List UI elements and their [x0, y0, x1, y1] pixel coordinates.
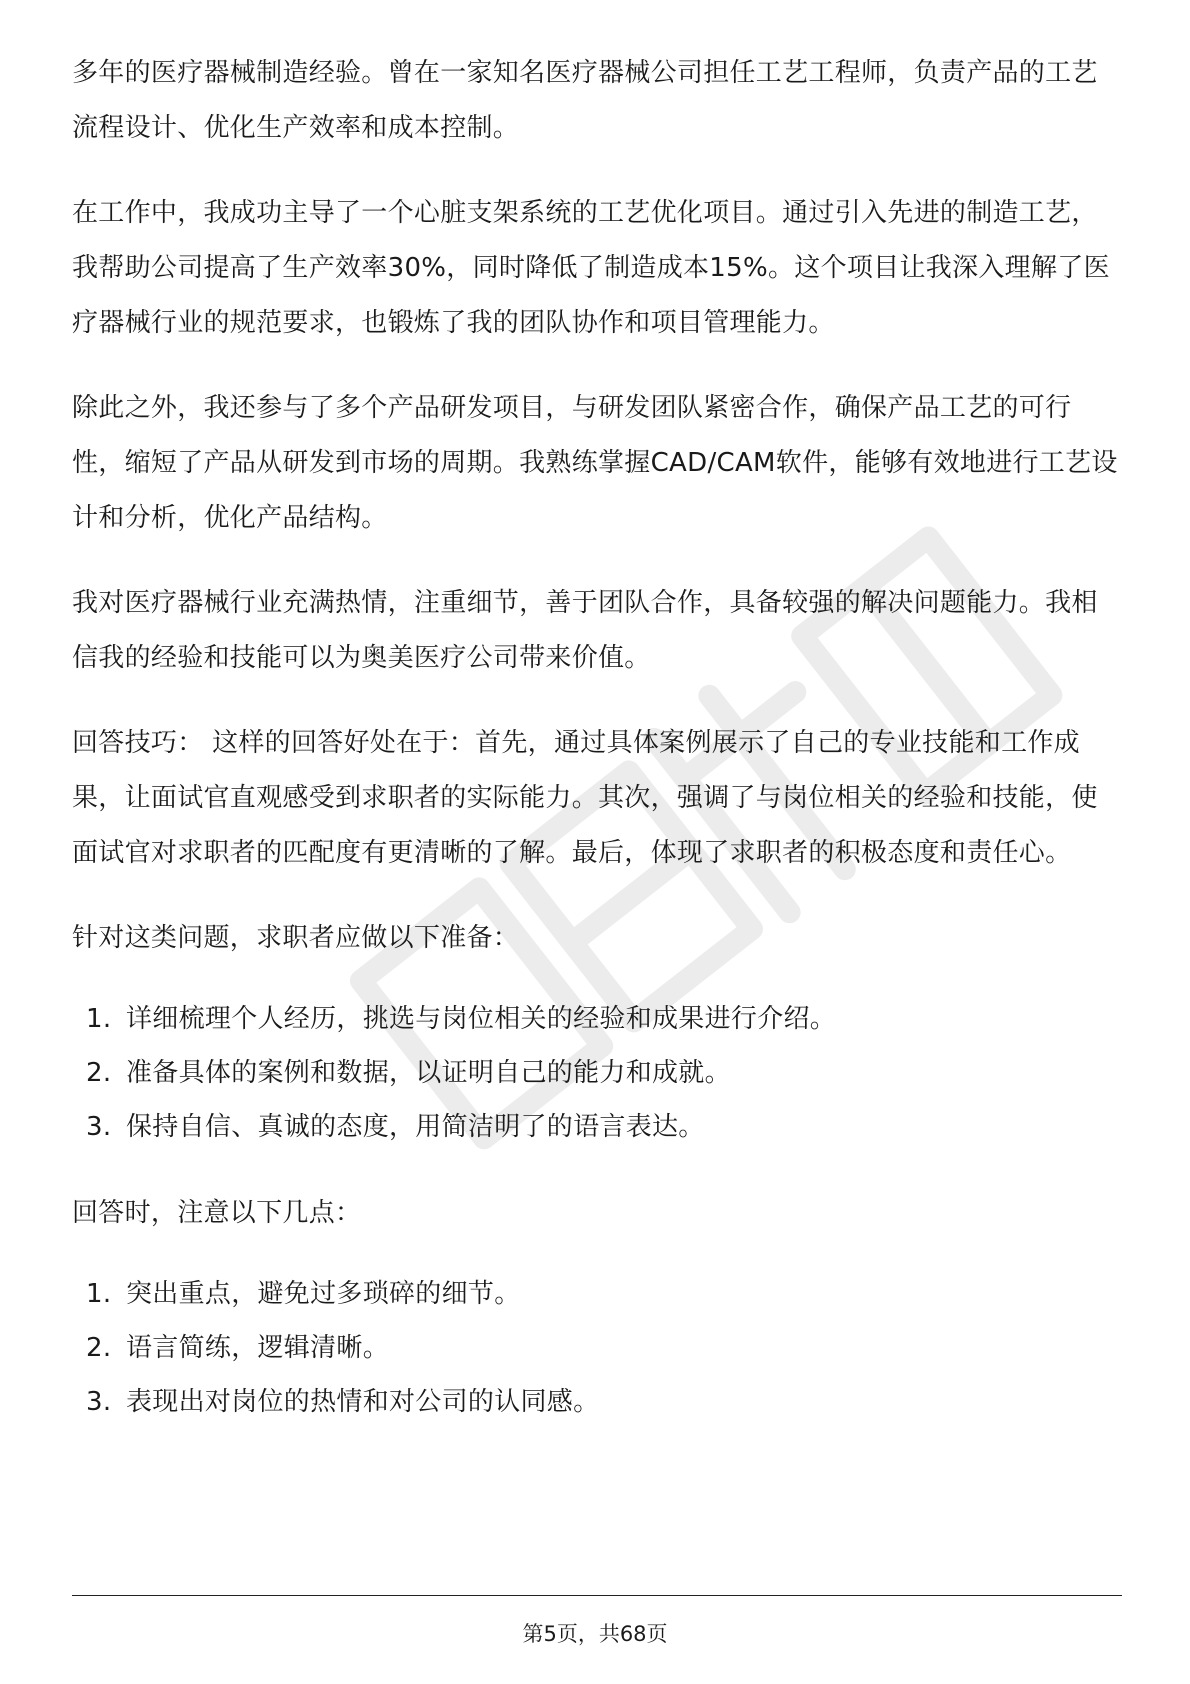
list-item-text: 突出重点，避免过多琐碎的细节。	[126, 1279, 521, 1309]
list-item	[72, 1267, 1122, 1321]
paragraph-rd-projects: 除此之外，我还参与了多个产品研发项目，与研发团队紧密合作，确保产品工艺的可行性，缩短了产品从研发到市场的周期。我熟练掌握CAD/CAM软件，能够有效地进行工艺设计和分析，优化产品结构。	[72, 393, 1118, 533]
paragraph-answer-tips: 回答技巧： 这样的回答好处在于：首先，通过具体案例展示了自己的专业技能和工作成果，让面试官直观感受到求职者的实际能力。其次，强调了与岗位相关的经验和技能，使面试官对求职者的匹配度有更清晰的了解。最后，体现了求职者的积极态度和责任心。	[72, 728, 1098, 868]
list-item	[72, 1100, 1122, 1154]
notes-heading: 回答时，注意以下几点：	[72, 1198, 362, 1228]
list-item-text: 语言简练，逻辑清晰。	[126, 1333, 390, 1363]
list-item-number: 2.	[86, 1333, 112, 1363]
page-number: 第5页，共68页	[522, 1622, 668, 1646]
list-item-text: 表现出对岗位的热情和对公司的认同感。	[126, 1387, 600, 1417]
paragraph-prep-heading: 针对这类问题，求职者应做以下准备：	[72, 923, 520, 953]
list-item-number: 3.	[86, 1112, 112, 1142]
list-item-text: 保持自信、真诚的态度，用简洁明了的语言表达。	[126, 1112, 705, 1142]
list-item	[72, 1375, 1122, 1429]
list-item-text: 详细梳理个人经历，挑选与岗位相关的经验和成果进行介绍。	[126, 1004, 837, 1034]
list-item	[72, 992, 1122, 1046]
list-item-text: 准备具体的案例和数据，以证明自己的能力和成就。	[126, 1058, 731, 1088]
notes-list	[72, 1267, 1122, 1429]
paragraph-passion: 我对医疗器械行业充满热情，注重细节，善于团队合作，具备较强的解决问题能力。我相信我的经验和技能可以为奥美医疗公司带来价值。	[72, 588, 1098, 673]
list-item-number: 1.	[86, 1279, 112, 1309]
list-item-number: 3.	[86, 1387, 112, 1417]
footer-divider	[72, 1595, 1122, 1596]
list-item	[72, 1321, 1122, 1375]
list-item	[72, 1046, 1122, 1100]
main-content	[72, 46, 1122, 1461]
list-item-number: 2.	[86, 1058, 112, 1088]
prep-list	[72, 992, 1122, 1154]
paragraph-stent-project: 在工作中，我成功主导了一个心脏支架系统的工艺优化项目。通过引入先进的制造工艺，我帮助公司提高了生产效率30%，同时降低了制造成本15%。这个项目让我深入理解了医疗器械行业的规范要求，也锻炼了我的团队协作和项目管理能力。	[72, 198, 1110, 338]
list-item-number: 1.	[86, 1004, 112, 1034]
paragraph-experience-intro: 多年的医疗器械制造经验。曾在一家知名医疗器械公司担任工艺工程师，负责产品的工艺流程设计、优化生产效率和成本控制。	[72, 58, 1098, 143]
